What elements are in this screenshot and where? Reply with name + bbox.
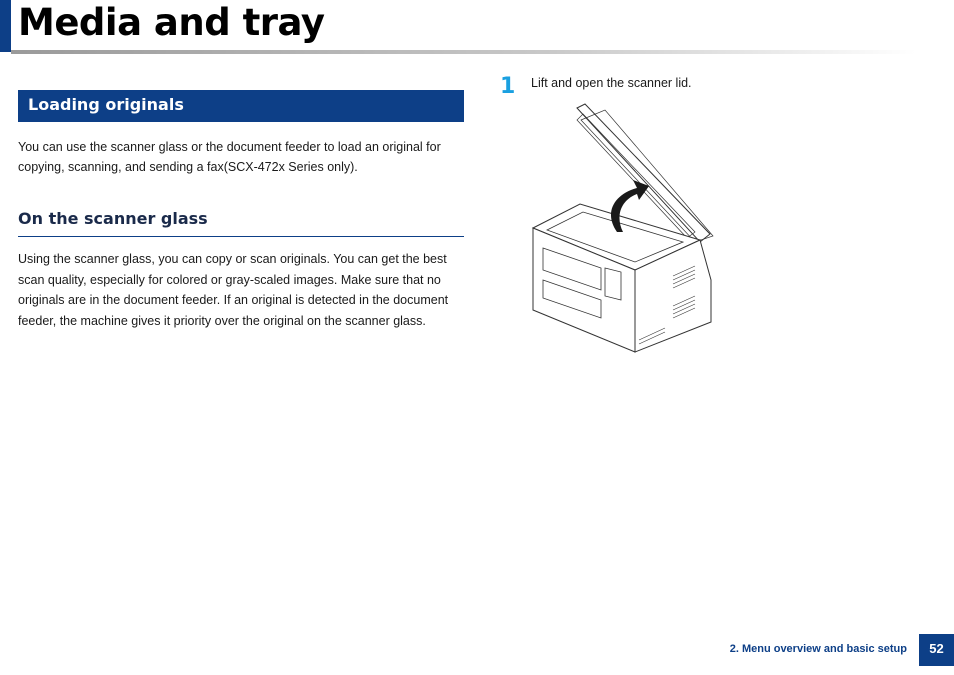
title-divider — [11, 50, 916, 54]
step-number: 1 — [500, 74, 516, 99]
printer-lid-open-illustration — [525, 100, 725, 360]
section-intro: You can use the scanner glass or the document feeder to load an original for copying, scanning, and sending a fax(SCX-472x Series only). — [18, 140, 441, 174]
section-heading: Loading originals — [18, 90, 464, 122]
subsection-divider — [18, 236, 464, 237]
footer-chapter: 2. Menu overview and basic setup — [729, 643, 907, 655]
step-text: Lift and open the scanner lid. — [531, 76, 692, 90]
subsection-body: Using the scanner glass, you can copy or scan originals. You can get the best scan quality, especially for colored or gray-scaled images. Make sure that no originals are in the document feeder. If an original is detected in the document feeder, the machine gives it priority over the original on the scanner glass. — [18, 252, 449, 328]
page-number: 52 — [919, 634, 954, 666]
header-accent-bar — [0, 0, 11, 52]
subsection-heading: On the scanner glass — [18, 209, 208, 228]
page-title: Media and tray — [18, 1, 325, 44]
